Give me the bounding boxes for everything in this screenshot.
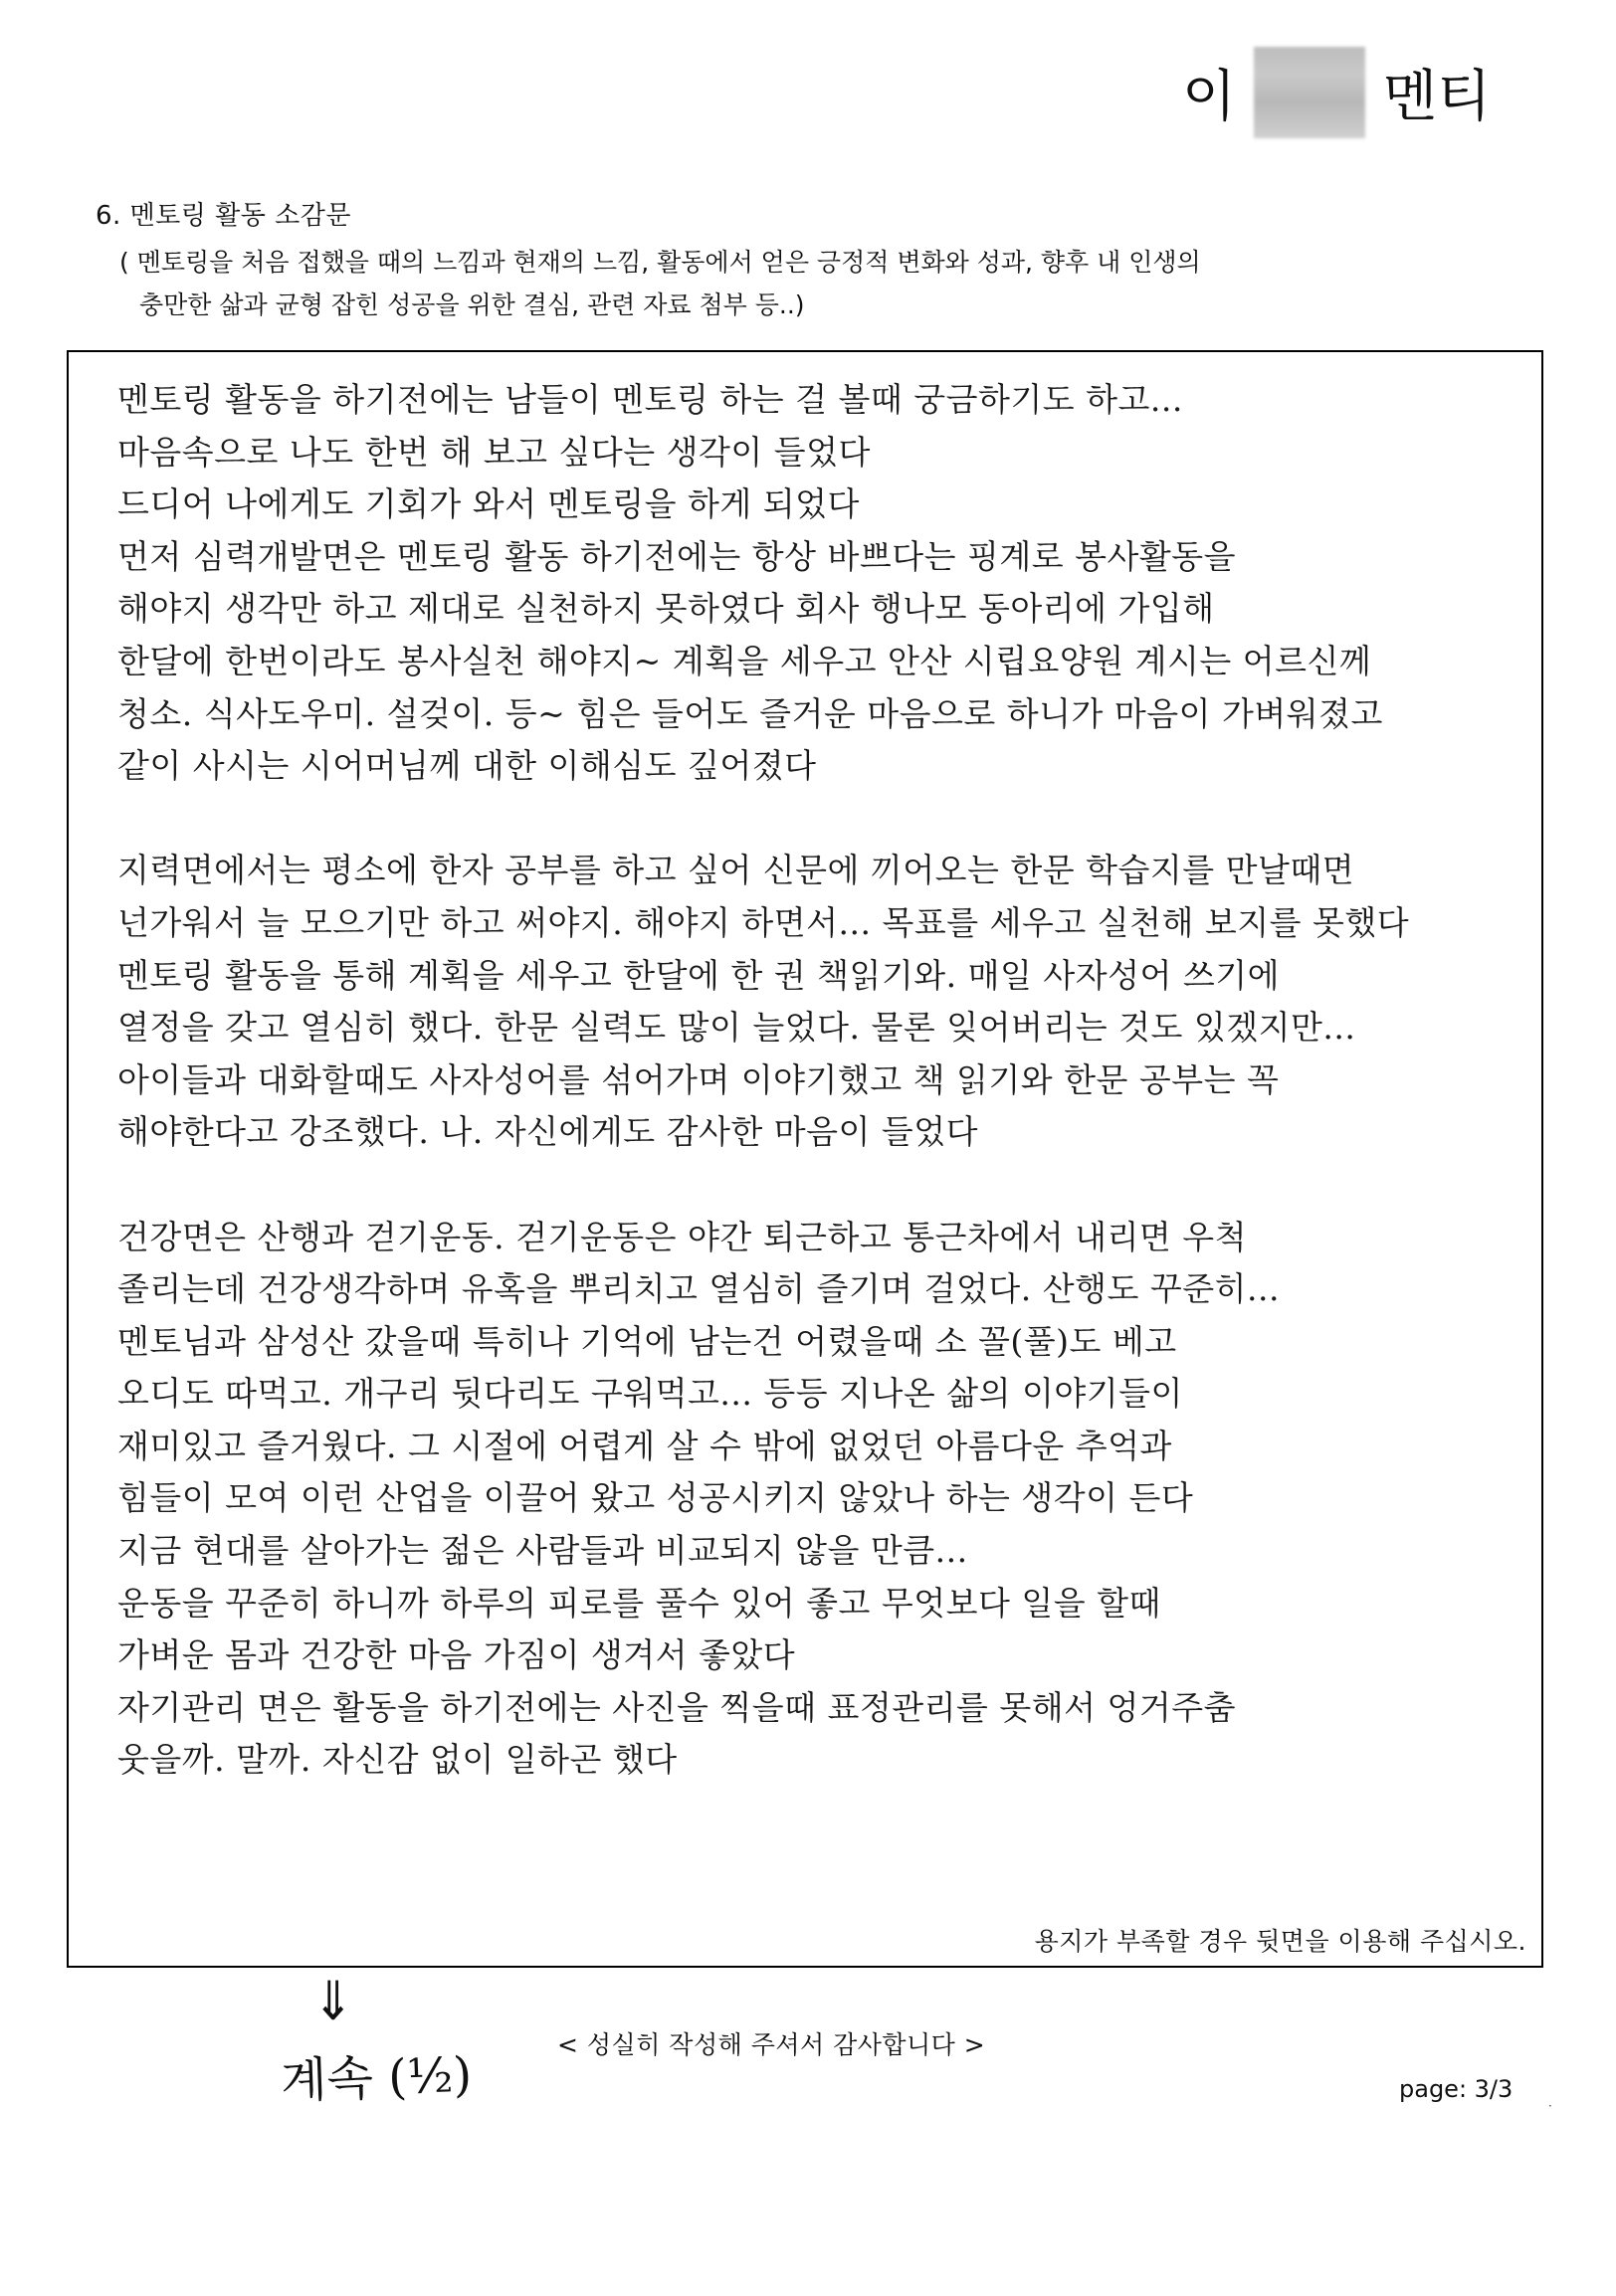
hand-line: 건강면은 산행과 걷기운동. 걷기운동은 야간 퇴근하고 통근차에서 내리면 우척 xyxy=(117,1217,1248,1256)
hand-line: 가벼운 몸과 건강한 마음 가짐이 생겨서 좋았다 xyxy=(117,1635,796,1675)
hand-line: 웃을까. 말까. 자신감 없이 일하곤 했다 xyxy=(117,1740,678,1780)
hand-line: 마음속으로 나도 한번 해 보고 싶다는 생각이 들었다 xyxy=(117,432,871,472)
hand-line: 한달에 한번이라도 봉사실천 해야지~ 계획을 세우고 안산 시립요양원 계시는 어르신께 xyxy=(117,641,1372,680)
hand-line: 해야한다고 강조했다. 나. 자신에게도 감사한 마음이 들었다 xyxy=(117,1112,978,1152)
hand-line: 드디어 나에게도 기회가 와서 멘토링을 하게 되었다 xyxy=(117,484,860,524)
section-guide xyxy=(119,241,1532,326)
page-number: page: 3/3 xyxy=(1399,2075,1514,2103)
hand-line: 지력면에서는 평소에 한자 공부를 하고 싶어 신문에 끼어오는 한문 학습지를 만날때면 xyxy=(117,851,1355,890)
mentee-signature xyxy=(1182,48,1511,137)
hand-line: 자기관리 면은 활동을 하기전에는 사진을 찍을때 표정관리를 못해서 엉거주춤 xyxy=(117,1687,1237,1727)
hand-line: 넌가워서 늘 모으기만 하고 써야지. 해야지 하면서... 목표를 세우고 실천해 보지를 못했다 xyxy=(117,902,1410,942)
hand-line: 졸리는데 건강생각하며 유혹을 뿌리치고 열심히 즐기며 걸었다. 산행도 꾸준히... xyxy=(117,1269,1280,1309)
hand-line: 운동을 꾸준히 하니까 하루의 피로를 풀수 있어 좋고 무엇보다 일을 할때 xyxy=(117,1583,1161,1623)
hand-line: 지금 현대를 살아가는 젊은 사람들과 비교되지 않을 만큼... xyxy=(117,1531,968,1571)
hand-line: 청소. 식사도우미. 설겆이. 등~ 힘은 들어도 즐거운 마음으로 하니가 마음이 가벼워졌고 xyxy=(117,693,1383,733)
hand-line xyxy=(117,1159,1530,1212)
down-arrow-icon: ⇓ xyxy=(312,1970,353,2032)
signature-mentee-label: 멘티 xyxy=(1383,65,1492,129)
hand-line: 멘토링 활동을 하기전에는 남들이 멘토링 하는 걸 볼때 궁금하기도 하고... xyxy=(117,380,1183,419)
redacted-name-block xyxy=(1254,47,1365,138)
box-footnote: 용지가 부족할 경우 뒷면을 이용해 주십시오. xyxy=(1034,1927,1526,1956)
hand-line: 재미있고 즐거웠다. 그 시절에 어렵게 살 수 밖에 없었던 아름다운 추억과 xyxy=(117,1426,1172,1465)
thanks-message: < 성실히 작성해 주셔서 감사합니다 > xyxy=(557,2030,986,2059)
hand-line: 해야지 생각만 하고 제대로 실천하지 못하였다 회사 행나모 동아리에 가입해 xyxy=(117,589,1215,629)
guide-line-2: 충만한 삶과 균형 잡힌 성공을 위한 결심, 관련 자료 첨부 등..) xyxy=(139,290,805,319)
corner-mark-icon: · xyxy=(1548,2099,1552,2113)
hand-line: 멘토님과 삼성산 갔을때 특히나 기억에 남는건 어렸을때 소 꼴(풀)도 베고 xyxy=(117,1321,1177,1361)
hand-line: 먼저 심력개발면은 멘토링 활동 하기전에는 항상 바쁘다는 핑계로 봉사활동을 xyxy=(117,536,1237,576)
hand-line: 멘토링 활동을 통해 계획을 세우고 한달에 한 권 책읽기와. 매일 사자성어 쓰기에 xyxy=(117,955,1280,995)
continued-note: 계속 (½) xyxy=(280,2046,474,2110)
signature-first-char: 이 xyxy=(1182,65,1237,129)
hand-line: 열정을 갖고 열심히 했다. 한문 실력도 많이 늘었다. 물론 잊어버리는 것도 있겠지만... xyxy=(117,1008,1356,1048)
hand-line: 아이들과 대화할때도 사자성어를 섞어가며 이야기했고 책 읽기와 한문 공부는 꼭 xyxy=(117,1059,1280,1099)
hand-line: 힘들이 모여 이런 산업을 이끌어 왔고 성공시키지 않았나 하는 생각이 든다 xyxy=(117,1478,1194,1518)
hand-line xyxy=(117,793,1530,846)
hand-line: 오디도 따먹고. 개구리 뒷다리도 구워먹고... 등등 지나온 삶의 이야기들이 xyxy=(117,1374,1183,1414)
hand-line: 같이 사시는 시어머님께 대한 이해심도 깊어졌다 xyxy=(117,746,817,786)
section-title: 6. 멘토링 활동 소감문 xyxy=(96,201,352,231)
handwritten-text xyxy=(117,374,1530,1787)
guide-line-1: ( 멘토링을 처음 접했을 때의 느낌과 현재의 느낌, 활동에서 얻은 긍정적 변화와 성과, 향후 내 인생의 xyxy=(119,248,1201,277)
